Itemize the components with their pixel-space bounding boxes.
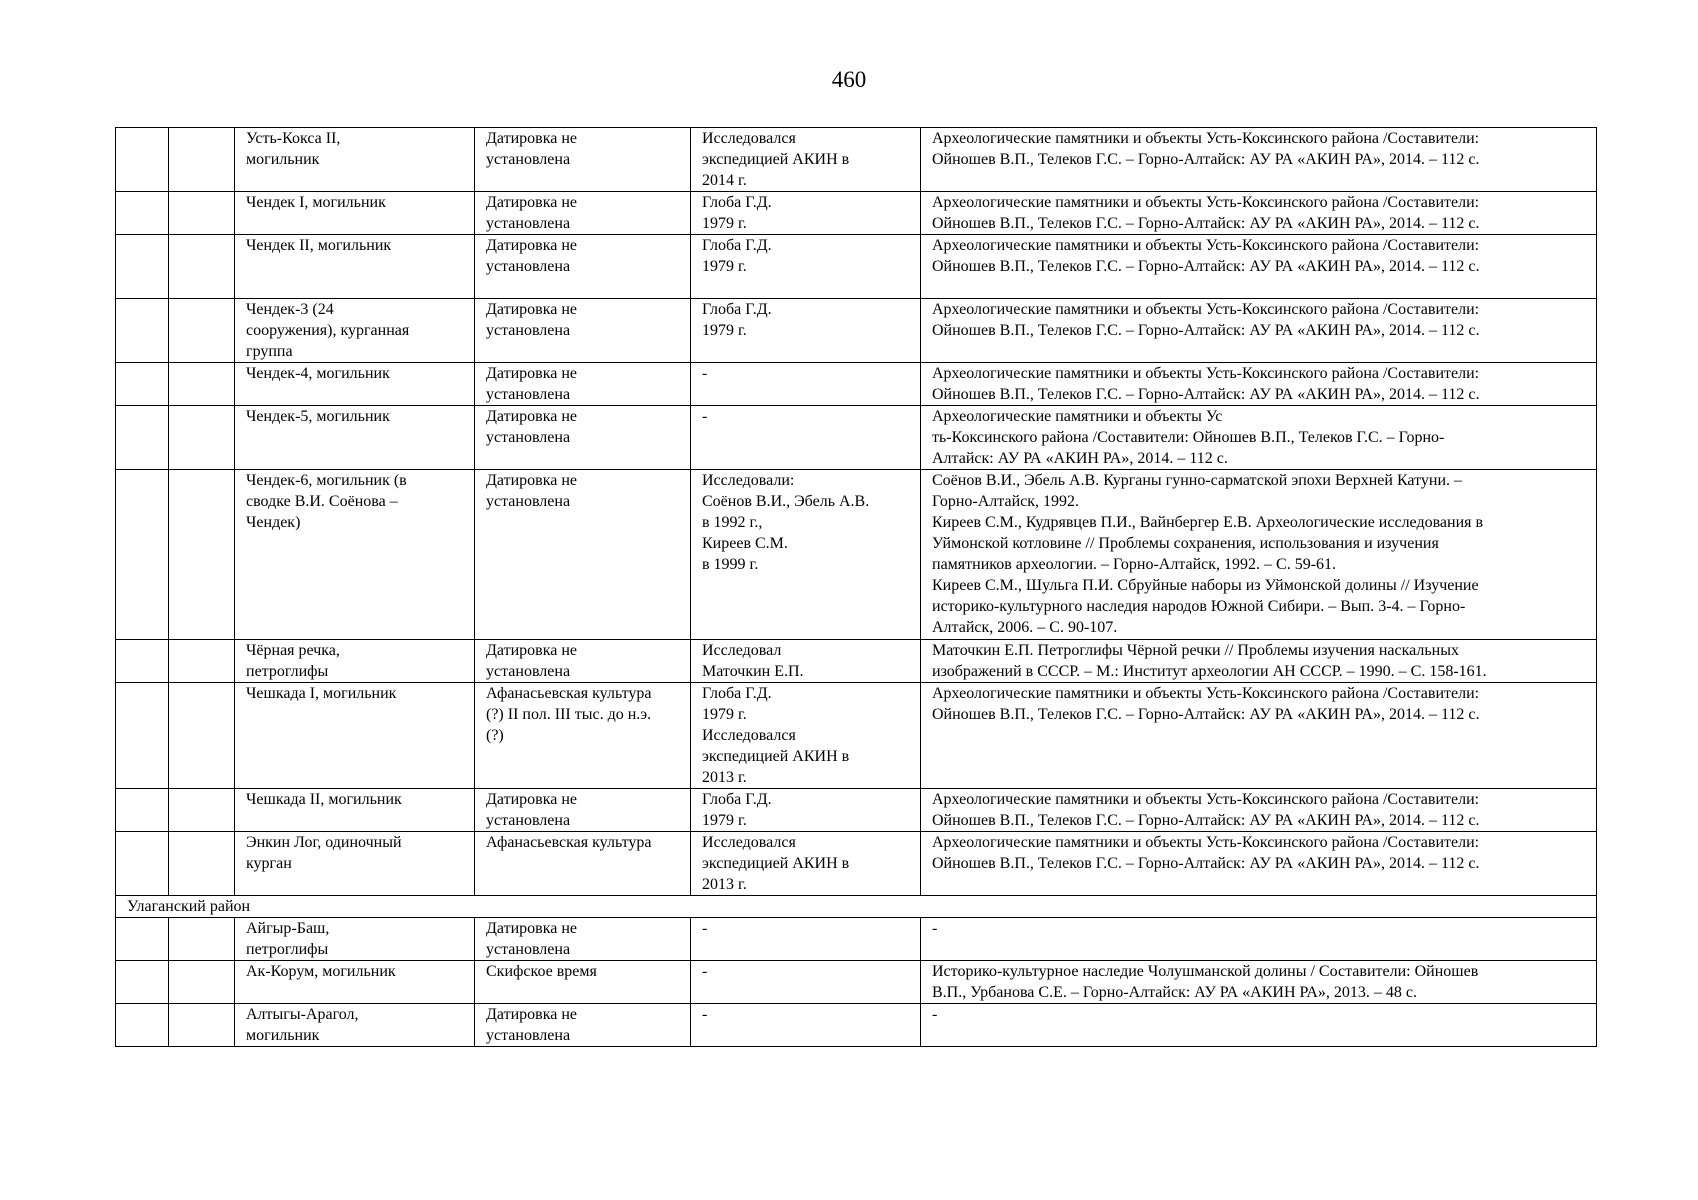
source-cell: Археологические памятники и объекты Усть-Коксинского района /Составители: Ойношев В.П., Телеков Г.С. – Горно-Алтайск: АУ РА «АКИН РА», 2014. – 112 с. [921, 128, 1597, 192]
source-cell: Историко-культурное наследие Чолушманской долины / Составители: Ойношев В.П., Урбанова С.Е. – Горно-Алтайск: АУ РА «АКИН РА», 2013. – 48 с. [921, 961, 1597, 1004]
research-cell: - [691, 1004, 921, 1047]
row-number-cell [116, 128, 169, 192]
dating-cell: Датировка не установлена [475, 128, 691, 192]
research-cell: Исследовался экспедицией АКИН в 2013 г. [691, 832, 921, 896]
dating-cell: Датировка не установлена [475, 640, 691, 683]
dating-cell: Датировка не установлена [475, 192, 691, 235]
source-cell: Археологические памятники и объекты Ус ть-Коксинского района /Составители: Ойношев В.П., Телеков Г.С. – Горно- Алтайск: АУ РА «АКИН РА», 2014. – 112 с. [921, 406, 1597, 470]
source-cell: Археологические памятники и объекты Усть-Коксинского района /Составители: Ойношев В.П., Телеков Г.С. – Горно-Алтайск: АУ РА «АКИН РА», 2014. – 112 с. [921, 363, 1597, 406]
monument-name-cell: Алтыгы-Арагол, могильник [235, 1004, 475, 1047]
source-cell: Археологические памятники и объекты Усть-Коксинского района /Составители: Ойношев В.П., Телеков Г.С. – Горно-Алтайск: АУ РА «АКИН РА», 2014. – 112 с. [921, 235, 1597, 299]
dating-cell: Скифское время [475, 961, 691, 1004]
monument-name-cell: Чендек-3 (24 сооружения), курганная группа [235, 299, 475, 363]
dating-cell: Датировка не установлена [475, 235, 691, 299]
table-row [116, 406, 1597, 470]
research-cell: Глоба Г.Д. 1979 г. [691, 789, 921, 832]
row-number-cell [116, 470, 169, 640]
row-subnumber-cell [169, 406, 235, 470]
monuments-table [115, 127, 1597, 1047]
district-name: Улаганский район [116, 896, 1597, 918]
row-number-cell [116, 1004, 169, 1047]
row-number-cell [116, 918, 169, 961]
table-row [116, 299, 1597, 363]
row-subnumber-cell [169, 961, 235, 1004]
table-row [116, 1004, 1597, 1047]
research-cell: Исследовал Маточкин Е.П. [691, 640, 921, 683]
page-number: 460 [831, 67, 867, 92]
monument-name-cell: Чендек-6, могильник (в сводке В.И. Соёнова – Чендек) [235, 470, 475, 640]
row-number-cell [116, 961, 169, 1004]
row-subnumber-cell [169, 683, 235, 789]
table-row [116, 470, 1597, 640]
research-cell: Глоба Г.Д. 1979 г. Исследовался экспедицией АКИН в 2013 г. [691, 683, 921, 789]
research-cell: Глоба Г.Д. 1979 г. [691, 192, 921, 235]
table-body [116, 128, 1597, 1047]
monument-name-cell: Чендек-4, могильник [235, 363, 475, 406]
source-cell: Археологические памятники и объекты Усть-Коксинского района /Составители: Ойношев В.П., Телеков Г.С. – Горно-Алтайск: АУ РА «АКИН РА», 2014. – 112 с. [921, 299, 1597, 363]
table-row [116, 918, 1597, 961]
monument-name-cell: Чешкада I, могильник [235, 683, 475, 789]
source-cell: Археологические памятники и объекты Усть-Коксинского района /Составители: Ойношев В.П., Телеков Г.С. – Горно-Алтайск: АУ РА «АКИН РА», 2014. – 112 с. [921, 192, 1597, 235]
monument-name-cell: Чендек II, могильник [235, 235, 475, 299]
row-subnumber-cell [169, 128, 235, 192]
row-subnumber-cell [169, 1004, 235, 1047]
research-cell: - [691, 918, 921, 961]
row-number-cell [116, 832, 169, 896]
dating-cell: Датировка не установлена [475, 406, 691, 470]
table-row [116, 832, 1597, 896]
source-cell: - [921, 918, 1597, 961]
dating-cell: Датировка не установлена [475, 918, 691, 961]
row-subnumber-cell [169, 789, 235, 832]
research-cell: Глоба Г.Д. 1979 г. [691, 299, 921, 363]
row-subnumber-cell [169, 918, 235, 961]
dating-cell: Датировка не установлена [475, 299, 691, 363]
table-row [116, 683, 1597, 789]
monument-name-cell: Чёрная речка, петроглифы [235, 640, 475, 683]
row-subnumber-cell [169, 363, 235, 406]
research-cell: - [691, 406, 921, 470]
row-subnumber-cell [169, 640, 235, 683]
table-row [116, 363, 1597, 406]
table-row [116, 192, 1597, 235]
dating-cell: Датировка не установлена [475, 789, 691, 832]
source-cell: Соёнов В.И., Эбель А.В. Курганы гунно-сарматской эпохи Верхней Катуни. – Горно-Алтайск, 1992. Киреев С.М., Кудрявцев П.И., Вайнбергер Е.В. Археологические исследования в Уймонской котловине // Проблемы сохранения, использования и изучения памятников археологии. – Горно-Алтайск, 1992. – С. 59-61. Киреев С.М., Шульга П.И. Сбруйные наборы из Уймонской долины // Изучение историко-культурного наследия народов Южной Сибири. – Вып. 3-4. – Горно- Алтайск, 2006. – С. 90-107. [921, 470, 1597, 640]
source-cell: Маточкин Е.П. Петроглифы Чёрной речки // Проблемы изучения наскальных изображений в СССР. – М.: Институт археологии АН СССР. – 1990. – С. 158-161. [921, 640, 1597, 683]
table-row [116, 961, 1597, 1004]
source-cell: Археологические памятники и объекты Усть-Коксинского района /Составители: Ойношев В.П., Телеков Г.С. – Горно-Алтайск: АУ РА «АКИН РА», 2014. – 112 с. [921, 683, 1597, 789]
row-subnumber-cell [169, 832, 235, 896]
research-cell: Исследовался экспедицией АКИН в 2014 г. [691, 128, 921, 192]
research-cell: Исследовали: Соёнов В.И., Эбель А.В. в 1992 г., Киреев С.М. в 1999 г. [691, 470, 921, 640]
dating-cell: Датировка не установлена [475, 363, 691, 406]
row-number-cell [116, 235, 169, 299]
dating-cell: Афанасьевская культура (?) II пол. III тыс. до н.э. (?) [475, 683, 691, 789]
row-subnumber-cell [169, 235, 235, 299]
district-row [116, 896, 1597, 918]
monument-name-cell: Чендек-5, могильник [235, 406, 475, 470]
row-number-cell [116, 406, 169, 470]
row-subnumber-cell [169, 192, 235, 235]
monument-name-cell: Чешкада II, могильник [235, 789, 475, 832]
dating-cell: Датировка не установлена [475, 470, 691, 640]
row-number-cell [116, 789, 169, 832]
table-row [116, 789, 1597, 832]
monument-name-cell: Чендек I, могильник [235, 192, 475, 235]
research-cell: - [691, 961, 921, 1004]
row-subnumber-cell [169, 299, 235, 363]
row-number-cell [116, 640, 169, 683]
dating-cell: Датировка не установлена [475, 1004, 691, 1047]
row-number-cell [116, 683, 169, 789]
research-cell: Глоба Г.Д. 1979 г. [691, 235, 921, 299]
table-row [116, 235, 1597, 299]
monument-name-cell: Энкин Лог, одиночный курган [235, 832, 475, 896]
row-number-cell [116, 192, 169, 235]
table-row [116, 128, 1597, 192]
dating-cell: Афанасьевская культура [475, 832, 691, 896]
row-subnumber-cell [169, 470, 235, 640]
source-cell: Археологические памятники и объекты Усть-Коксинского района /Составители: Ойношев В.П., Телеков Г.С. – Горно-Алтайск: АУ РА «АКИН РА», 2014. – 112 с. [921, 789, 1597, 832]
monument-name-cell: Ак-Корум, могильник [235, 961, 475, 1004]
source-cell: - [921, 1004, 1597, 1047]
row-number-cell [116, 363, 169, 406]
table-row [116, 640, 1597, 683]
monument-name-cell: Усть-Кокса II, могильник [235, 128, 475, 192]
row-number-cell [116, 299, 169, 363]
source-cell: Археологические памятники и объекты Усть-Коксинского района /Составители: Ойношев В.П., Телеков Г.С. – Горно-Алтайск: АУ РА «АКИН РА», 2014. – 112 с. [921, 832, 1597, 896]
monument-name-cell: Айгыр-Баш, петроглифы [235, 918, 475, 961]
research-cell: - [691, 363, 921, 406]
